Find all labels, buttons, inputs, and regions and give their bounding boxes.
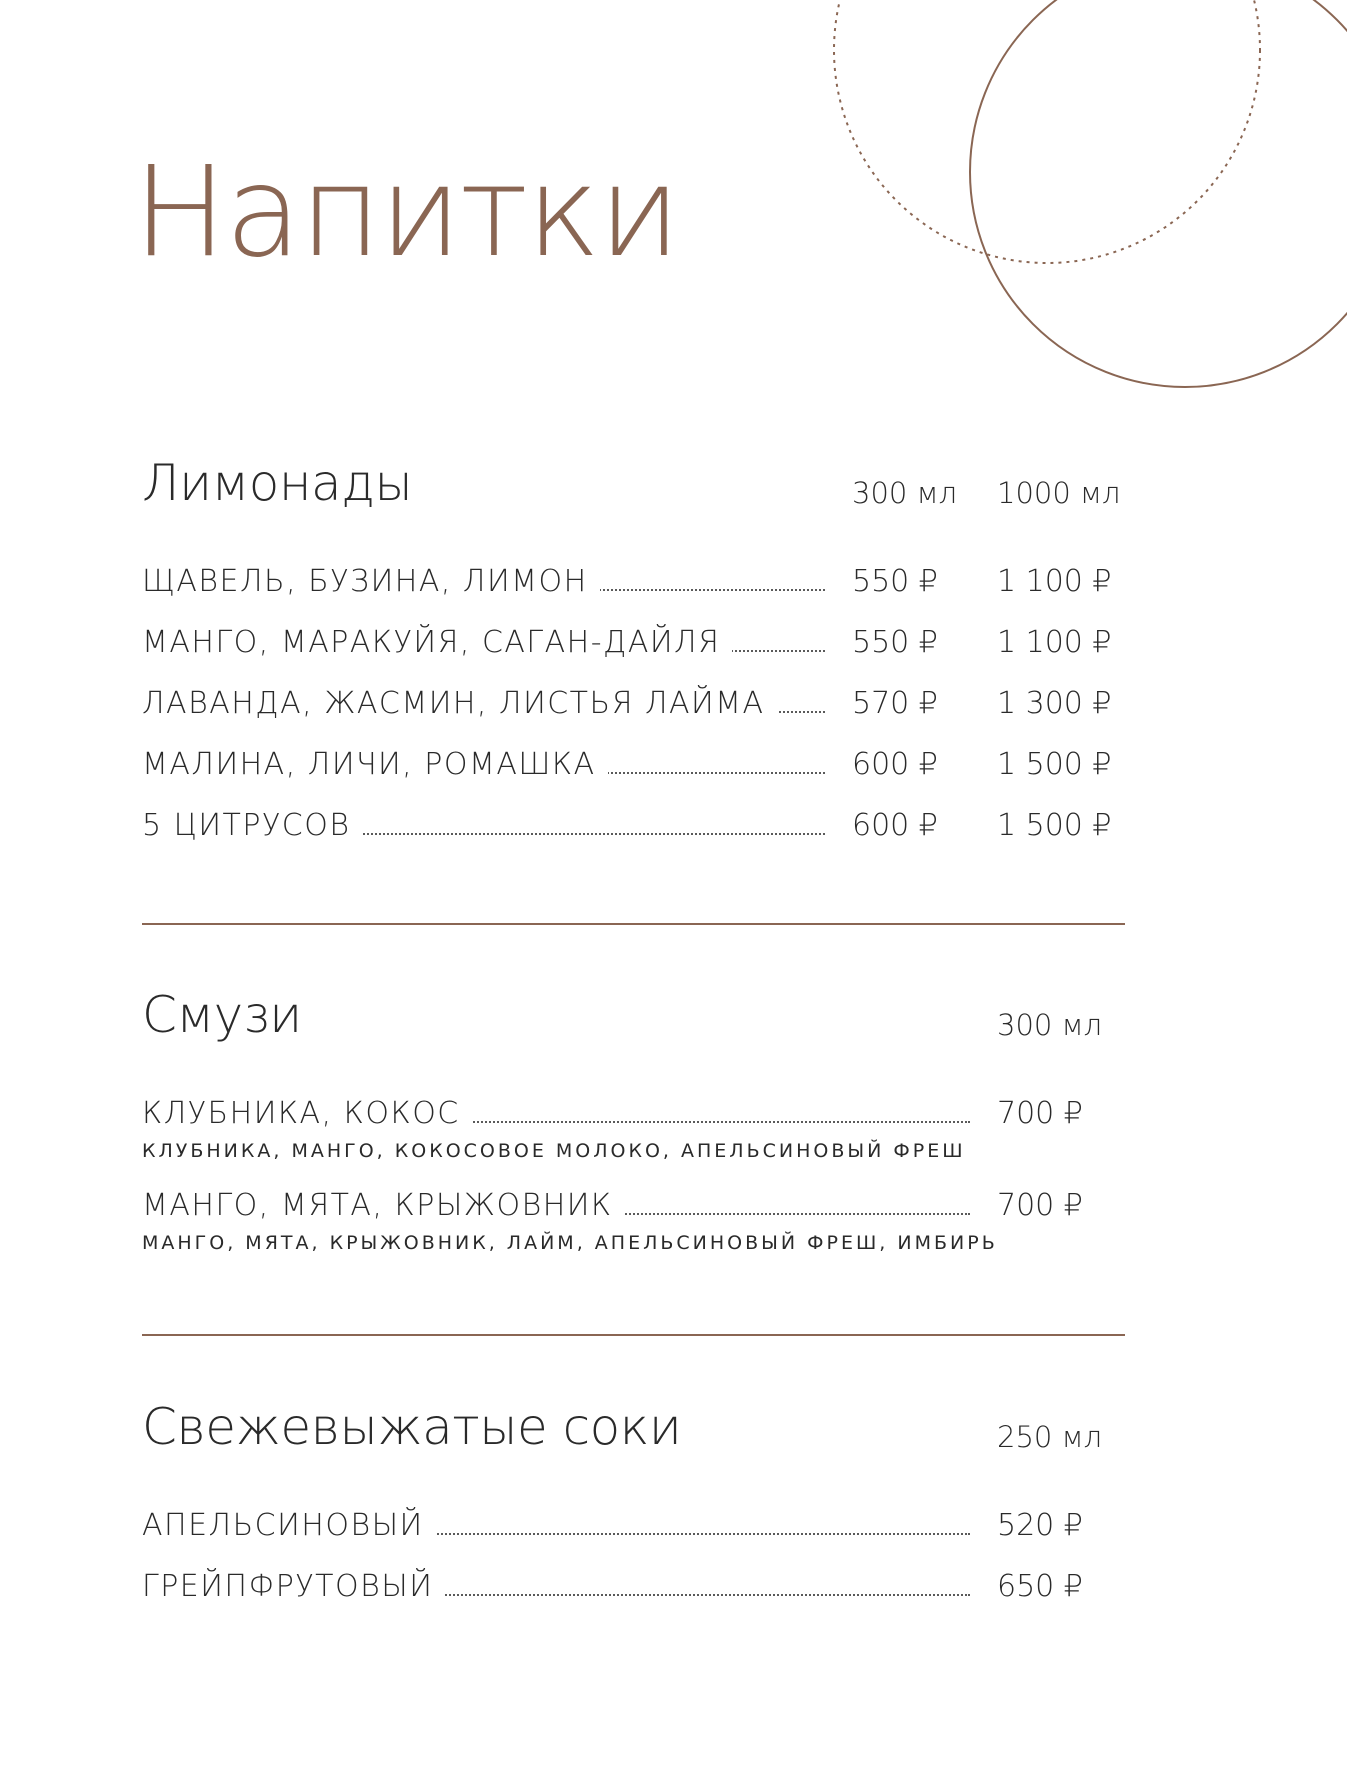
juices-header bbox=[142, 1398, 1132, 1472]
item-price-large: 1 500 ₽ bbox=[997, 808, 1112, 843]
lemonades-volume-large: 1000 мл bbox=[997, 476, 1121, 510]
item-description: КЛУБНИКА, МАНГО, КОКОСОВОЕ МОЛОКО, АПЕЛЬСИНОВЫЙ ФРЕШ bbox=[142, 1140, 966, 1162]
smoothies-section bbox=[142, 986, 1132, 1272]
menu-item bbox=[142, 1561, 1132, 1622]
item-name: МАЛИНА, ЛИЧИ, РОМАШКА bbox=[142, 747, 608, 782]
lemonades-list bbox=[142, 556, 1132, 861]
item-price-small: 600 ₽ bbox=[852, 808, 938, 843]
page-title: Напитки bbox=[133, 140, 679, 285]
item-price: 700 ₽ bbox=[997, 1096, 1083, 1131]
section-divider bbox=[142, 923, 1125, 925]
item-price: 520 ₽ bbox=[997, 1508, 1083, 1543]
item-name: КЛУБНИКА, КОКОС bbox=[142, 1096, 472, 1131]
juices-volume: 250 мл bbox=[997, 1420, 1102, 1454]
item-name: МАНГО, МАРАКУЙЯ, САГАН-ДАЙЛЯ bbox=[142, 625, 732, 660]
item-name: МАНГО, МЯТА, КРЫЖОВНИК bbox=[142, 1188, 625, 1223]
juices-title: Свежевыжатые соки bbox=[142, 1398, 682, 1456]
menu-item bbox=[142, 556, 1132, 617]
smoothies-header bbox=[142, 986, 1132, 1060]
juices-list bbox=[142, 1500, 1132, 1622]
item-price: 650 ₽ bbox=[997, 1569, 1083, 1604]
menu-item bbox=[142, 617, 1132, 678]
menu-item bbox=[142, 1180, 1132, 1272]
lemonades-header bbox=[142, 454, 1132, 528]
juices-section bbox=[142, 1398, 1132, 1622]
item-name: ГРЕЙПФРУТОВЫЙ bbox=[142, 1569, 445, 1604]
lemonades-title: Лимонады bbox=[142, 454, 413, 512]
item-price: 700 ₽ bbox=[997, 1188, 1083, 1223]
smoothies-list bbox=[142, 1088, 1132, 1272]
lemonades-section bbox=[142, 454, 1132, 861]
item-name: ЛАВАНДА, ЖАСМИН, ЛИСТЬЯ ЛАЙМА bbox=[142, 686, 777, 721]
menu-item bbox=[142, 1500, 1132, 1561]
item-price-large: 1 100 ₽ bbox=[997, 564, 1112, 599]
lemonades-volume-small: 300 мл bbox=[852, 476, 957, 510]
solid-circle bbox=[970, 0, 1347, 387]
item-price-small: 550 ₽ bbox=[852, 564, 938, 599]
item-description: МАНГО, МЯТА, КРЫЖОВНИК, ЛАЙМ, АПЕЛЬСИНОВЫЙ ФРЕШ, ИМБИРЬ bbox=[142, 1232, 998, 1254]
dotted-circle bbox=[834, 0, 1260, 263]
section-divider bbox=[142, 1334, 1125, 1336]
item-name: АПЕЛЬСИНОВЫЙ bbox=[142, 1508, 436, 1543]
item-price-small: 570 ₽ bbox=[852, 686, 938, 721]
item-name: ЩАВЕЛЬ, БУЗИНА, ЛИМОН bbox=[142, 564, 600, 599]
smoothies-volume: 300 мл bbox=[997, 1008, 1102, 1042]
item-price-small: 550 ₽ bbox=[852, 625, 938, 660]
menu-item bbox=[142, 678, 1132, 739]
menu-item bbox=[142, 739, 1132, 800]
item-price-large: 1 100 ₽ bbox=[997, 625, 1112, 660]
item-price-large: 1 300 ₽ bbox=[997, 686, 1112, 721]
item-price-large: 1 500 ₽ bbox=[997, 747, 1112, 782]
item-name: 5 ЦИТРУСОВ bbox=[142, 808, 362, 843]
menu-item bbox=[142, 800, 1132, 861]
smoothies-title: Смузи bbox=[142, 986, 302, 1044]
item-price-small: 600 ₽ bbox=[852, 747, 938, 782]
menu-item bbox=[142, 1088, 1132, 1180]
